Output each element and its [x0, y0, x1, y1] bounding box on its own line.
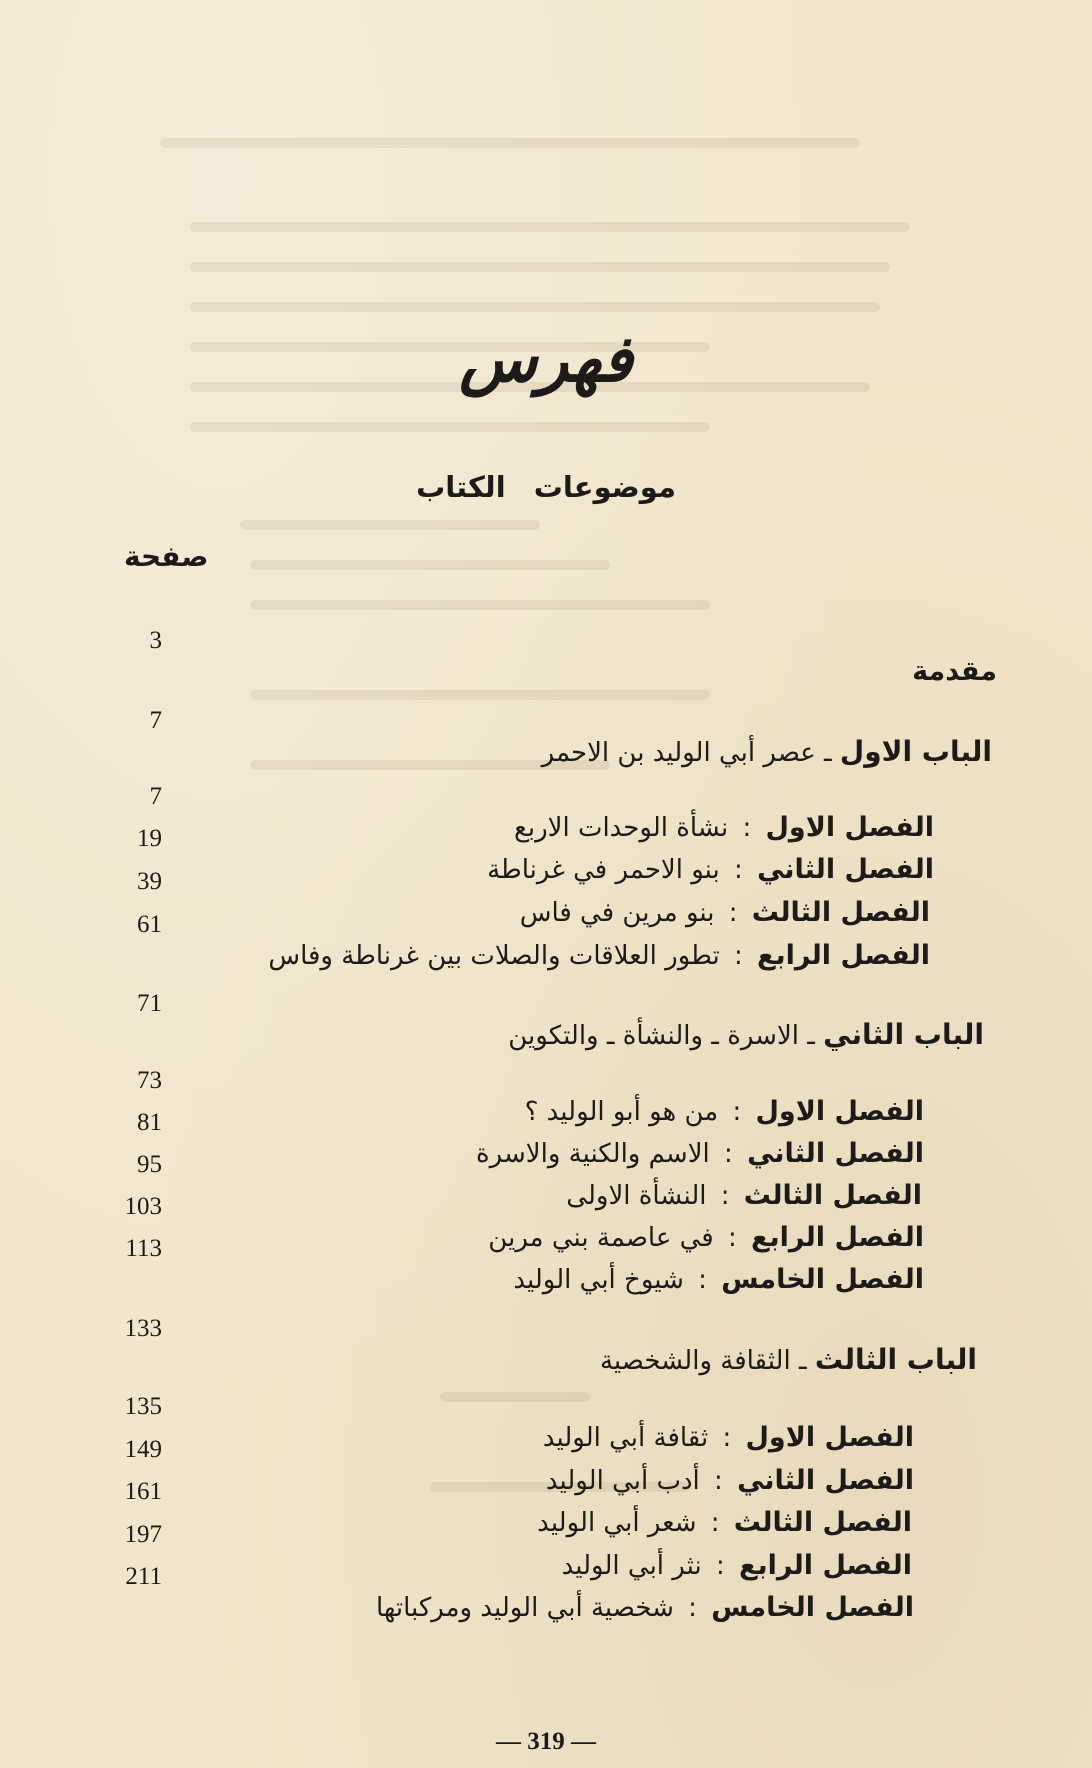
toc-page-number: 103 — [124, 1193, 162, 1220]
toc-title: نشأة الوحدات الاربع — [514, 813, 729, 843]
toc-title: ـ الثقافة والشخصية — [599, 1346, 807, 1376]
toc-entry — [546, 1461, 914, 1501]
toc-separator: : — [720, 1181, 730, 1211]
page-column-header: صفحة — [124, 540, 209, 573]
toc-entry — [376, 1588, 914, 1628]
toc-label: الباب الثاني — [823, 1018, 984, 1051]
toc-label: الفصل الثاني — [757, 854, 934, 885]
toc-page-number: 71 — [137, 990, 162, 1017]
toc-separator: : — [728, 898, 738, 928]
toc-title: ـ عصر أبي الوليد بن الاحمر — [541, 738, 832, 768]
toc-row — [0, 1393, 1092, 1458]
toc-label: الفصل الثاني — [737, 1465, 914, 1496]
toc-label: الفصل الخامس — [711, 1592, 914, 1623]
toc-separator: : — [710, 1508, 720, 1538]
toc-entry — [520, 893, 930, 933]
toc-title: أدب أبي الوليد — [545, 1466, 700, 1496]
toc-entry — [508, 1015, 984, 1056]
toc-label: الباب الثالث — [814, 1343, 977, 1376]
toc-label: الفصل الاول — [745, 1422, 914, 1453]
toc-page-number: 61 — [137, 911, 162, 938]
toc-separator: : — [742, 813, 752, 843]
toc-row — [0, 627, 1092, 692]
toc-entry — [513, 1260, 924, 1300]
toc-label: الباب الاول — [839, 735, 992, 768]
toc-entry — [542, 732, 992, 773]
toc-separator: : — [714, 1466, 723, 1496]
toc-separator: : — [728, 1223, 737, 1253]
toc-separator: : — [698, 1265, 707, 1295]
toc-page-number: 3 — [149, 627, 162, 654]
toc-separator: : — [722, 1423, 732, 1453]
toc-page-number: 7 — [149, 707, 162, 734]
toc-entry — [562, 1546, 912, 1586]
toc-separator: : — [734, 855, 743, 885]
toc-separator: : — [734, 941, 743, 971]
toc-title: من هو أبو الوليد ؟ — [524, 1097, 719, 1127]
toc-page-number: 39 — [137, 868, 162, 895]
toc-label: الفصل الاول — [765, 812, 934, 843]
toc-label: الفصل الخامس — [721, 1264, 924, 1295]
toc-separator: : — [716, 1551, 725, 1581]
toc-row — [0, 1067, 1092, 1132]
toc-title: شخصية أبي الوليد ومركباتها — [375, 1593, 674, 1623]
toc-row — [0, 707, 1092, 772]
toc-label: الفصل الثالث — [751, 897, 930, 928]
toc-title: في عاصمة بني مرين — [488, 1223, 714, 1253]
toc-page-number: 7 — [149, 783, 162, 810]
toc-label: الفصل الرابع — [739, 1550, 912, 1581]
toc-page-number: 197 — [124, 1521, 162, 1548]
toc-page-number: 95 — [137, 1151, 162, 1178]
toc-entry — [488, 1218, 924, 1258]
toc-title: النشأة الاولى — [566, 1181, 707, 1211]
toc-label: الفصل الاول — [755, 1096, 924, 1127]
toc-row — [0, 990, 1092, 1055]
toc-title: بنو الاحمر في غرناطة — [487, 855, 720, 885]
toc-row — [0, 783, 1092, 848]
toc-separator: : — [732, 1097, 742, 1127]
toc-page-number: 73 — [137, 1067, 162, 1094]
toc-page-number: 211 — [125, 1563, 162, 1590]
toc-entry — [525, 1092, 924, 1132]
toc-entry — [912, 652, 997, 692]
toc-separator: : — [688, 1593, 697, 1623]
toc-page-number: 135 — [124, 1393, 162, 1420]
toc-entry — [514, 808, 934, 848]
toc-page-number: 81 — [137, 1109, 162, 1136]
toc-entry — [476, 1134, 924, 1174]
toc-page-number: 113 — [125, 1235, 162, 1262]
toc-title: نثر أبي الوليد — [561, 1551, 702, 1581]
toc-label: الفصل الرابع — [751, 1222, 924, 1253]
toc-label: الفصل الرابع — [757, 940, 930, 971]
page-subtitle: موضوعات الكتاب — [416, 470, 676, 504]
toc-label: مقدمة — [912, 656, 997, 687]
toc-title: ثقافة أبي الوليد — [542, 1423, 709, 1453]
toc-title: ـ الاسرة ـ والنشأة ـ والتكوين — [508, 1021, 815, 1051]
toc-title: شعر أبي الوليد — [537, 1508, 697, 1538]
toc-title: الاسم والكنية والاسرة — [476, 1139, 710, 1169]
toc-page-number: 19 — [137, 825, 162, 852]
toc-row — [0, 1315, 1092, 1380]
toc-entry — [537, 1503, 912, 1543]
toc-label: الفصل الثالث — [733, 1507, 912, 1538]
toc-label: الفصل الثاني — [747, 1138, 924, 1169]
toc-entry — [600, 1340, 977, 1381]
toc-entry — [268, 936, 930, 976]
toc-title: شيوخ أبي الوليد — [513, 1265, 684, 1295]
toc-page-number: 161 — [124, 1478, 162, 1505]
toc-separator: : — [724, 1139, 733, 1169]
toc-title: تطور العلاقات والصلات بين غرناطة وفاس — [268, 941, 720, 971]
toc-entry — [543, 1418, 914, 1458]
toc-page-number: 133 — [124, 1315, 162, 1342]
toc-title: بنو مرين في فاس — [519, 898, 715, 928]
toc-entry — [566, 1176, 922, 1216]
page-folio: — 319 — — [496, 1728, 596, 1755]
toc-label: الفصل الثالث — [743, 1180, 922, 1211]
page-title: فهرس — [459, 322, 633, 397]
toc-entry — [487, 850, 934, 890]
toc-page-number: 149 — [124, 1436, 162, 1463]
